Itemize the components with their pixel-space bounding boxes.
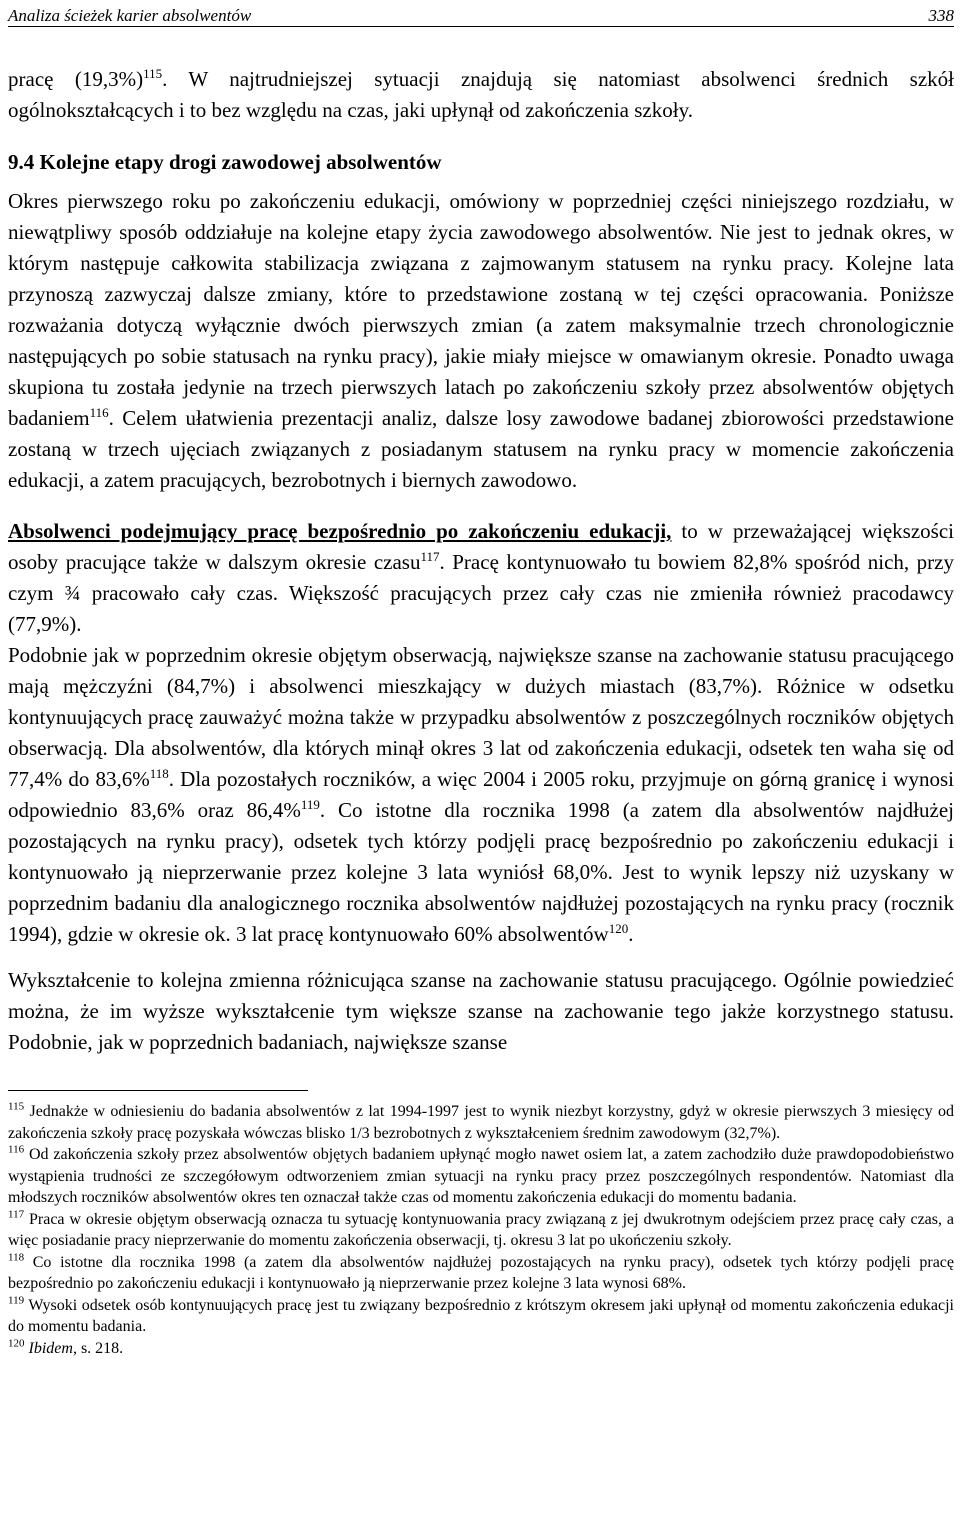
footnote: $^{120}$ Ibidem, s. 218. <box>8 1337 124 1357</box>
footnote-ref[interactable]: 120 <box>608 921 629 936</box>
paragraph: Okres pierwszego roku po zakończeniu edukacji, omówiony w poprzedniej części niniejszego rozdziału, w niewątpliwy sposób oddziałuje na kolejne etapy życia zawodowego absolwentów. Nie jest to jednak okres, w którym następuje całkowita stabilizacja związana z zajmowanym statusem na rynku pracy. Kolejne lata przynoszą zazwyczaj dalsze zmiany, które to przedstawione zostaną w tej części opracowania. Poniższe rozważania dotyczą wyłącznie dwóch pierwszych zmian (a zatem maksymalnie trzech chronologicznie następujących po sobie statusach na rynku pracy), jakie miały miejsce w omawianym okresie. Ponadto uwaga skupiona tu została jedynie na trzech pierwszych latach po zakończeniu szkoły przez absolwentów objętych badaniem$^{116}$. Celem ułatwienia prezentacji analiz, dalsze losy zawodowe badanej zbiorowości przedstawione zostaną w trzech ujęciach związanych z posiadanym statusem na rynku pracy w momencie zakończenia edukacji, a zatem pracujących, bezrobotnych i biernych zawodowo. <box>8 189 954 492</box>
paragraph: Podobnie jak w poprzednim okresie objętym obserwacją, największe szanse na zachowanie statusu pracującego mają mężczyźni (84,7%) i absolwenci mieszkający w dużych miastach (83,7%). Różnice w odsetku kontynuujących pracę zauważyć można także w przypadku absolwentów z poszczególnych roczników objętych obserwacją. Dla absolwentów, dla których minął okres 3 lat od zakończenia edukacji, odsetek ten waha się od 77,4% do 83,6%$^{118}$. Dla pozostałych roczników, a więc 2004 i 2005 roku, przyjmuje on górną granicę i wynosi odpowiednio 83,6% oraz 86,4%$^{119}$. Co istotne dla rocznika 1998 (a zatem dla absolwentów najdłużej pozostających na rynku pracy), odsetek tych którzy podjęli pracę bezpośrednio po zakończeniu edukacji i kontynuowało ją nieprzerwanie przez kolejne 3 lata wyniósł 68,0%. Jest to wynik lepszy niż uzyskany w poprzednim badaniu dla analogicznego rocznika absolwentów najdłużej pozostających na rynku pracy (rocznik 1994), gdzie w okresie ok. 3 lat pracę kontynuowało 60% absolwentów$^{120}$. <box>8 643 954 946</box>
page-number: 338 <box>928 6 954 25</box>
footnote: $^{115}$ Jednakże w odniesieniu do badania absolwentów z lat 1994-1997 jest to wynik niezbyt korzystny, gdyż w okresie pierwszych 3 miesięcy od zakończenia szkoły pracę pozyskała wówczas blisko 1/3 bezrobotnych z wykształceniem średnim zawodowym (32,7%). <box>8 1100 954 1142</box>
footnote: $^{118}$ Co istotne dla rocznika 1998 (a zatem dla absolwentów najdłużej pozostających na rynku pracy), odsetek tych którzy podjęli pracę bezpośrednio po zakończeniu edukacji i kontynuowało ją nieprzerwanie przez kolejne 3 lata wynosi 68%. <box>8 1251 954 1292</box>
running-header <box>8 0 954 27</box>
paragraph: pracę $(19,3\%)^{115}$. W najtrudniejszej sytuacji znajdują się natomiast absolwenci średnich szkół ogólnokształcących i to bez względu na czas, jaki upłynął od zakończenia szkoły. <box>8 66 954 122</box>
footnotes <box>8 1101 954 1359</box>
footnote-ref[interactable]: 119 <box>300 797 320 812</box>
paragraph: Wykształcenie to kolejna zmienna różnicująca szanse na zachowanie statusu pracującego. Ogólnie powiedzieć można, że im wyższe wykształcenie tym większe szanse na zachowanie tego jakże korzystnego statusu. Podobnie, jak w poprzednich badaniach, największe szanse <box>8 968 954 1054</box>
footnote-divider <box>8 1090 308 1091</box>
footnote: $^{119}$ Wysoki odsetek osób kontynuujących pracę jest tu związany bezpośrednio z krótszym okresem jaki upłynął od momentu zakończenia edukacji do momentu badania. <box>8 1294 954 1335</box>
section-heading: 9.4 Kolejne etapy drogi zawodowej absolwentów <box>8 150 442 174</box>
emphasis-lead: Absolwenci podejmujący pracę bezpośrednio po zakończeniu edukacji, <box>8 519 672 543</box>
document-page <box>8 0 954 1359</box>
footnote: $^{116}$ Od zakończenia szkoły przez absolwentów objętych badaniem upłynąć mogło nawet osiem lat, a zatem zachodziło duże prawdopodobieństwo wystąpienia trudności ze szczegółowym odtworzeniem zmian sytuacji na rynku pracy przez poszczególnych respondentów. Natomiast dla młodszych roczników absolwentów okres ten oznaczał także czas od momentu zakończenia edukacji do momentu badania. <box>8 1143 954 1206</box>
footnote-ref[interactable]: 118 <box>149 766 169 781</box>
footnote-ref[interactable]: 115 <box>143 66 163 81</box>
footnote-ref[interactable]: 116 <box>89 405 109 420</box>
paragraph: Absolwenci podejmujący pracę bezpośrednio po zakończeniu edukacji, to w przeważającej większości osoby pracujące także w dalszym okresie czasu$^{117}$. Pracę kontynuowało tu bowiem 82,8% spośród nich, przy czym ¾ pracowało cały czas. Większość pracujących przez cały czas nie zmieniła również pracodawcy (77,9%). <box>8 519 954 636</box>
footnote-ref[interactable]: 117 <box>420 549 440 564</box>
running-title: Analiza ścieżek karier absolwentów <box>8 6 252 25</box>
footnote: $^{117}$ Praca w okresie objętym obserwacją oznacza tu sytuację kontynuowania pracy związaną z jej dwukrotnym odejściem przez pracę cały czas, a więc posiadanie pracy nieprzerwanie do momentu zakończenia obserwacji, tj. okresu 3 lat po ukończeniu szkoły. <box>8 1208 954 1249</box>
